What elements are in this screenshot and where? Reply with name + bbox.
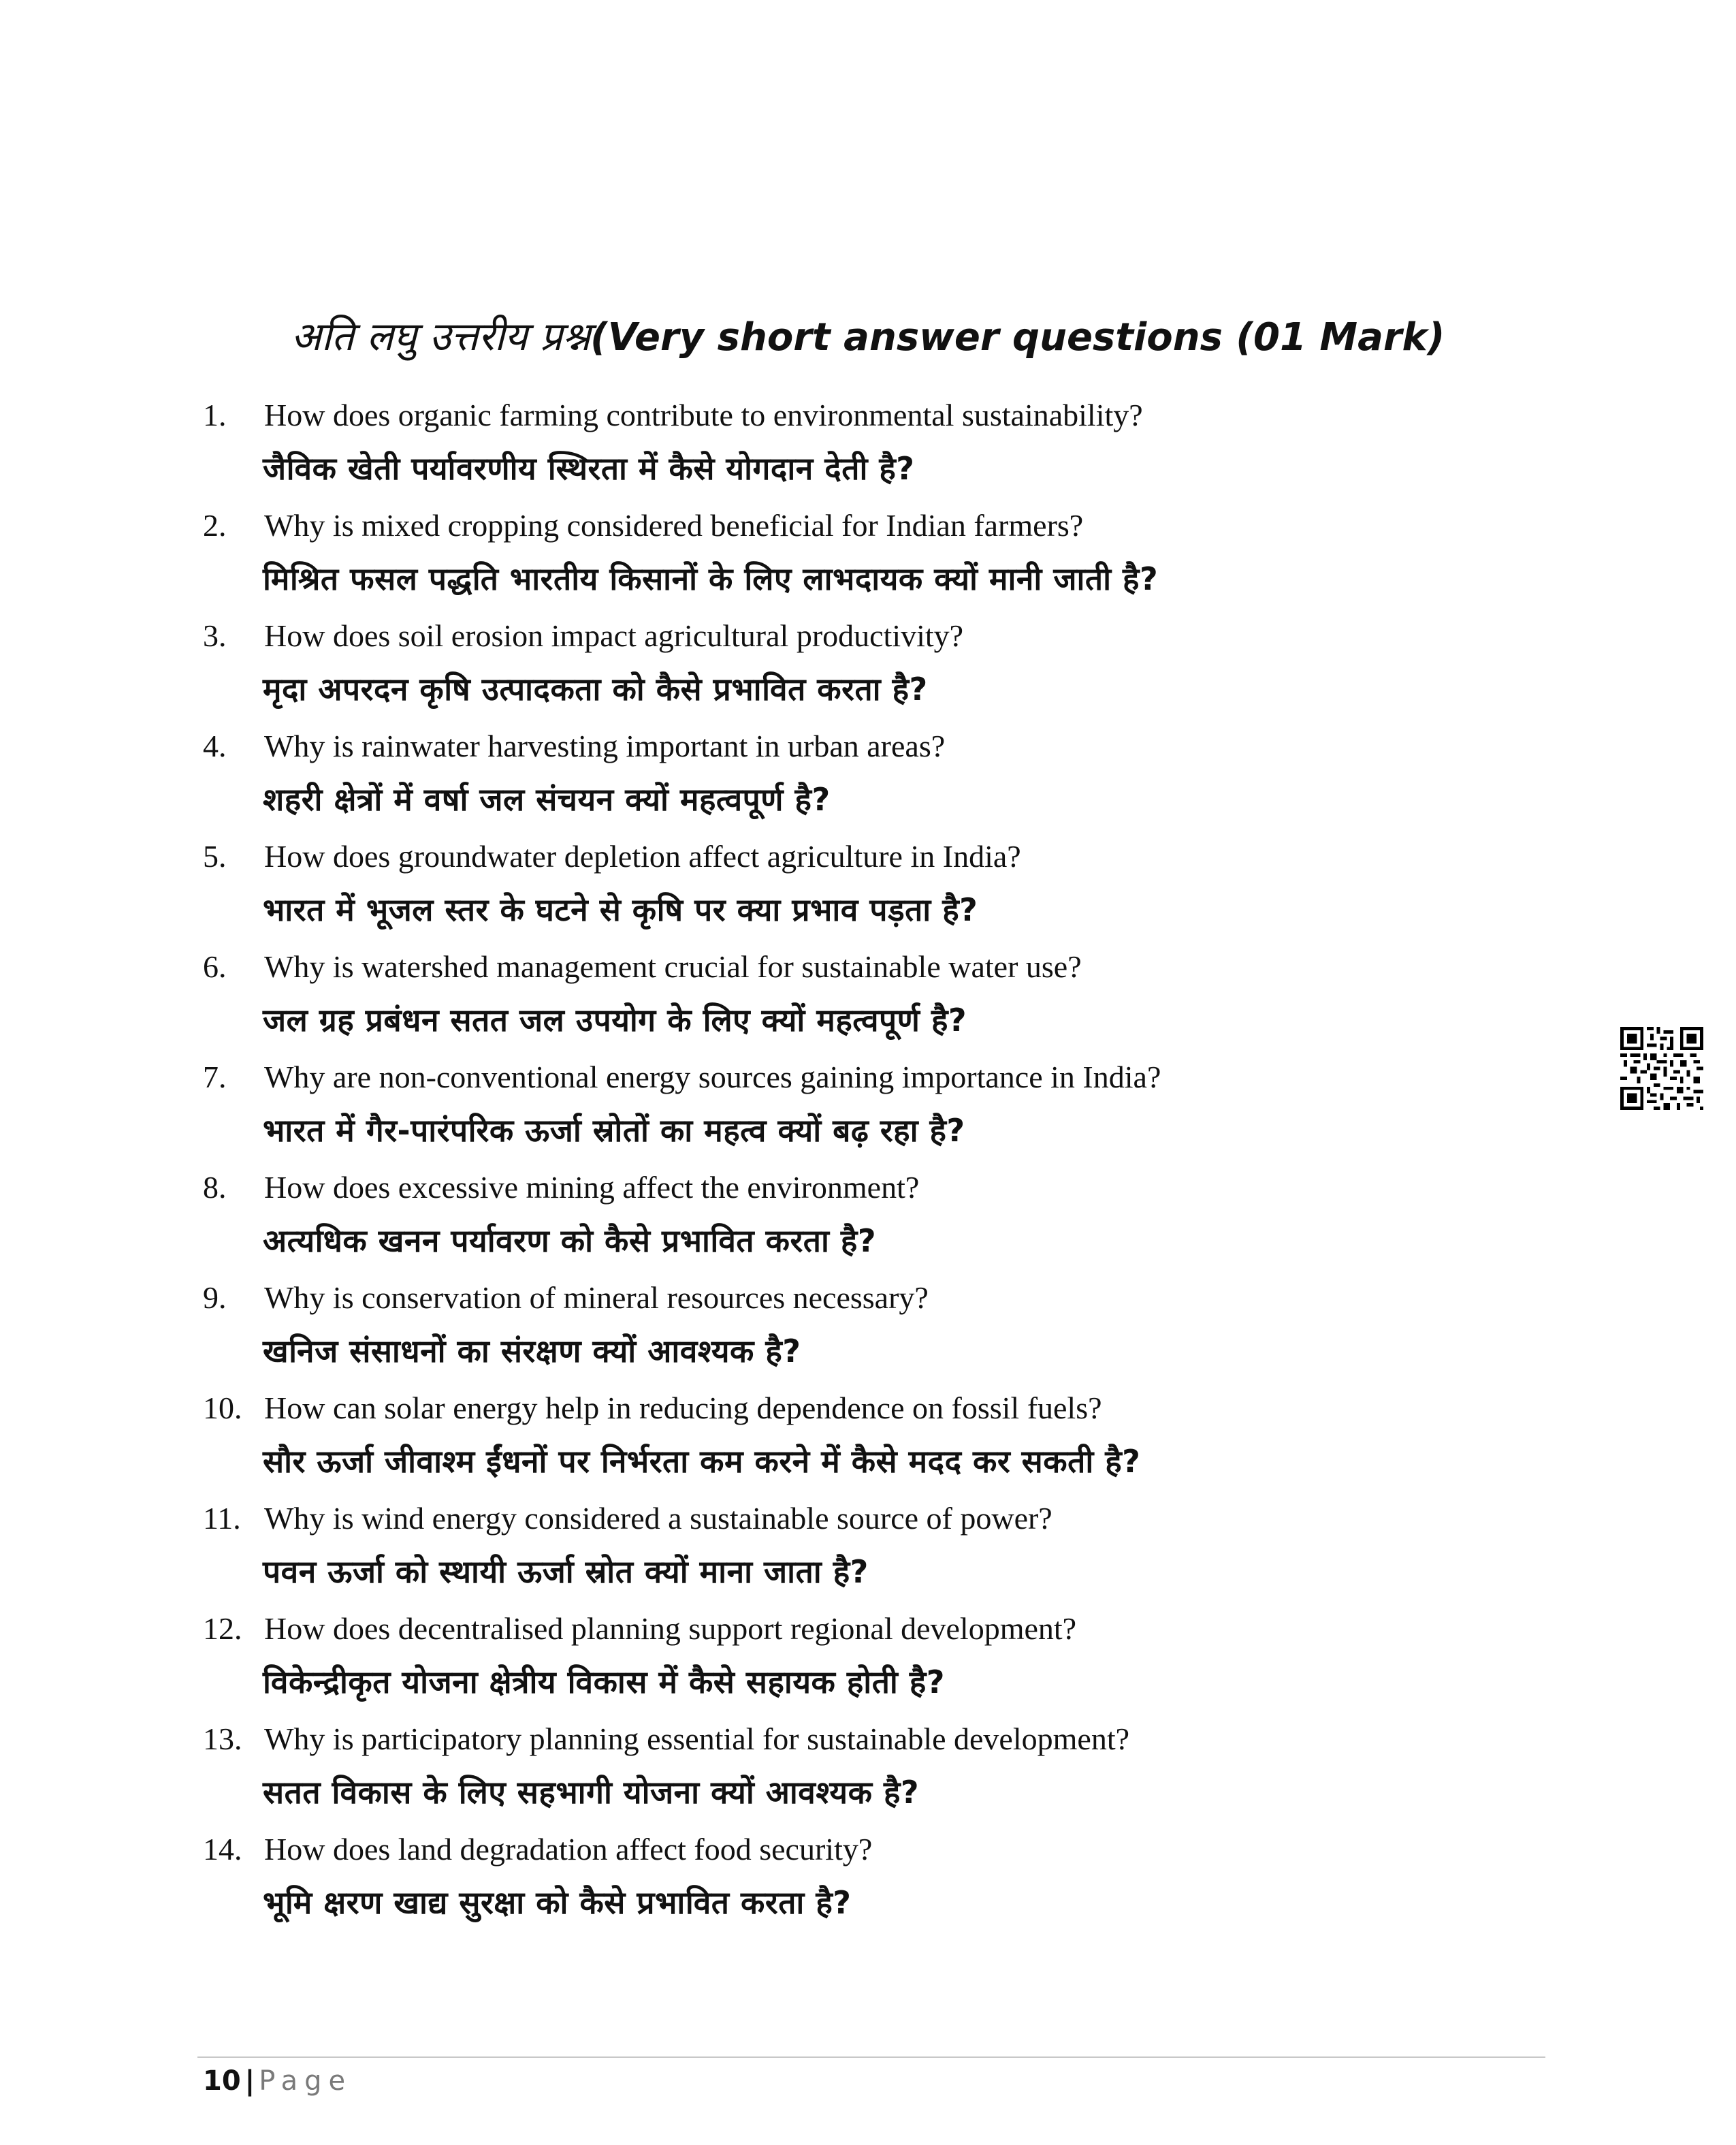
question-hindi: मिश्रित फसल पद्धति भारतीय किसानों के लिए लाभदायक क्यों मानी जाती है? <box>263 560 1159 597</box>
question-english: Why is participatory planning essential for sustainable development? <box>264 1721 1130 1756</box>
question-hindi: सौर ऊर्जा जीवाश्म ईंधनों पर निर्भरता कम करने में कैसे मदद कर सकती है? <box>263 1443 1141 1480</box>
question-item <box>203 725 1551 835</box>
question-english: Why is watershed management crucial for sustainable water use? <box>264 949 1082 984</box>
question-hindi: भारत में भूजल स्तर के घटने से कृषि पर क्या प्रभाव पड़ता है? <box>263 891 978 928</box>
question-english: Why are non-conventional energy sources gaining importance in India? <box>264 1060 1161 1094</box>
question-item <box>203 1055 1551 1166</box>
footer-separator: | <box>244 2065 255 2097</box>
question-number: 8. <box>203 1170 227 1205</box>
question-english: Why is rainwater harvesting important in urban areas? <box>264 729 946 763</box>
question-english: How does groundwater depletion affect agriculture in India? <box>264 839 1021 874</box>
question-number: 13. <box>203 1721 242 1756</box>
page-footer <box>203 2063 352 2099</box>
page-number: 10 <box>203 2065 241 2097</box>
question-english: Why is wind energy considered a sustainable source of power? <box>264 1501 1052 1536</box>
question-item <box>203 1607 1551 1717</box>
section-heading <box>0 308 1736 362</box>
page-label: Page <box>259 2065 353 2097</box>
question-number: 9. <box>203 1280 227 1315</box>
question-item <box>203 1717 1551 1828</box>
question-english: Why is mixed cropping considered beneficial for Indian farmers? <box>264 508 1084 543</box>
question-number: 14. <box>203 1832 242 1866</box>
question-hindi: भारत में गैर-पारंपरिक ऊर्जा स्रोतों का महत्व क्यों बढ़ रहा है? <box>263 1112 965 1149</box>
question-hindi: भूमि क्षरण खाद्य सुरक्षा को कैसे प्रभावित करता है? <box>263 1884 852 1921</box>
question-item <box>203 1166 1551 1276</box>
question-hindi: विकेन्द्रीकृत योजना क्षेत्रीय विकास में कैसे सहायक होती है? <box>263 1664 945 1700</box>
question-number: 3. <box>203 618 227 653</box>
question-item <box>203 394 1551 504</box>
heading-hindi: अति लघु उत्तरीय प्रश्न <box>291 313 591 360</box>
question-hindi: शहरी क्षेत्रों में वर्षा जल संचयन क्यों महत्वपूर्ण है? <box>263 781 831 818</box>
question-hindi: अत्यधिक खनन पर्यावरण को कैसे प्रभावित करता है? <box>263 1222 877 1259</box>
question-number: 11. <box>203 1501 241 1536</box>
question-item <box>203 1386 1551 1497</box>
question-number: 12. <box>203 1611 242 1646</box>
question-hindi: सतत विकास के लिए सहभागी योजना क्यों आवश्यक है? <box>263 1774 920 1811</box>
question-hindi: मृदा अपरदन कृषि उत्पादकता को कैसे प्रभावित करता है? <box>263 671 928 708</box>
question-english: How does excessive mining affect the environment? <box>264 1170 920 1205</box>
question-item <box>203 945 1551 1055</box>
question-number: 5. <box>203 839 227 874</box>
question-item <box>203 1828 1551 1938</box>
question-number: 1. <box>203 398 227 432</box>
question-hindi: जैविक खेती पर्यावरणीय स्थिरता में कैसे योगदान देती है? <box>263 450 915 487</box>
question-list <box>203 394 1551 1938</box>
question-hindi: जल ग्रह प्रबंधन सतत जल उपयोग के लिए क्यों महत्वपूर्ण है? <box>263 1002 967 1038</box>
heading-english: (Very short answer questions (01 Mark) <box>590 315 1445 360</box>
footer-divider <box>197 2056 1545 2058</box>
question-english: How does soil erosion impact agricultural productivity? <box>264 618 964 653</box>
question-english: Why is conservation of mineral resources necessary? <box>264 1280 929 1315</box>
question-number: 2. <box>203 508 227 543</box>
qr-code-icon <box>1620 1027 1703 1110</box>
question-item <box>203 614 1551 725</box>
question-item <box>203 835 1551 945</box>
question-number: 7. <box>203 1060 227 1094</box>
question-item <box>203 504 1551 614</box>
question-number: 10. <box>203 1391 242 1425</box>
question-english: How can solar energy help in reducing dependence on fossil fuels? <box>264 1391 1102 1425</box>
question-english: How does organic farming contribute to environmental sustainability? <box>264 398 1143 432</box>
question-hindi: पवन ऊर्जा को स्थायी ऊर्जा स्रोत क्यों माना जाता है? <box>263 1553 869 1590</box>
question-item <box>203 1497 1551 1607</box>
question-english: How does decentralised planning support regional development? <box>264 1611 1077 1646</box>
question-number: 4. <box>203 729 227 763</box>
question-hindi: खनिज संसाधनों का संरक्षण क्यों आवश्यक है? <box>263 1333 801 1369</box>
question-item <box>203 1276 1551 1386</box>
question-number: 6. <box>203 949 227 984</box>
question-english: How does land degradation affect food security? <box>264 1832 873 1866</box>
